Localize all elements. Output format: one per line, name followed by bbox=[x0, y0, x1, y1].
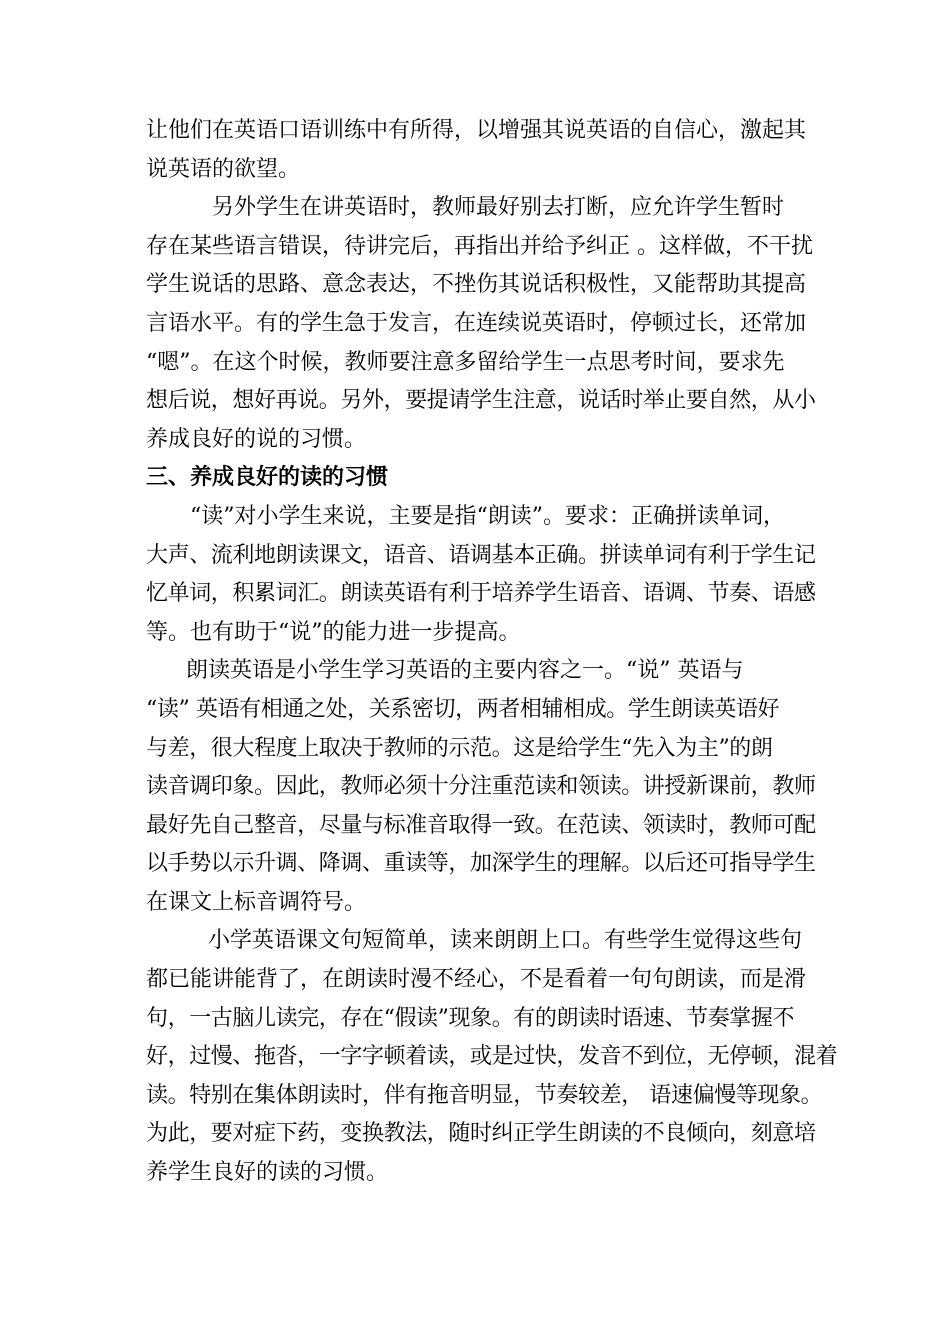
paragraph-line: 大声、流利地朗读课文，语音、语调基本正确。拼读单词有利于学生记 bbox=[146, 542, 816, 568]
paragraph-line: “读”对小学生来说，主要是指“朗读”。要求：正确拼读单词， bbox=[190, 503, 785, 529]
paragraph-line: 以手势以示升调、降调、重读等，加深学生的理解。以后还可指导学生 bbox=[146, 851, 816, 877]
paragraph-line: 最好先自己整音，尽量与标准音取得一致。在范读、领读时，教师可配 bbox=[146, 812, 816, 838]
paragraph-line: 想后说，想好再说。另外，要提请学生注意，说话时举止要自然，从小 bbox=[146, 388, 816, 414]
paragraph-line: 小学英语课文句短简单，读来朗朗上口。有些学生觉得这些句 bbox=[208, 928, 803, 954]
paragraph-line: 忆单词，积累词汇。朗读英语有利于培养学生语音、语调、节奏、语感 bbox=[146, 581, 816, 607]
paragraph-line: 在课文上标音调符号。 bbox=[146, 889, 367, 915]
paragraph-line: 为此，要对症下药，变换教法，随时纠正学生朗读的不良倾向，刻意培 bbox=[146, 1121, 816, 1147]
paragraph-line: 好，过慢、拖沓，一字字顿着读，或是过快，发音不到位，无停顿，混着 bbox=[146, 1044, 838, 1070]
paragraph-line: 另外学生在讲英语时，教师最好别去打断，应允许学生暂时 bbox=[212, 195, 785, 221]
paragraph-line: 都已能讲能背了，在朗读时漫不经心，不是看着一句句朗读，而是滑 bbox=[146, 967, 807, 993]
paragraph-line: 存在某些语言错误，待讲完后，再指出并给予纠正 。这样做，不干扰 bbox=[146, 233, 813, 259]
paragraph-line: 养成良好的说的习惯。 bbox=[146, 426, 367, 452]
paragraph-line: 等。也有助于“说”的能力进一步提高。 bbox=[146, 619, 521, 645]
paragraph-line: 与差，很大程度上取决于教师的示范。这是给学生“先入为主”的朗 bbox=[146, 735, 773, 761]
paragraph-line: 说英语的欲望。 bbox=[146, 156, 301, 182]
paragraph-line: 养学生良好的读的习惯。 bbox=[146, 1160, 389, 1186]
paragraph-line: 句，一古脑儿读完，存在“假读”现象。有的朗读时语速、节奏掌握不 bbox=[146, 1005, 795, 1031]
paragraph-line: 读。特别在集体朗读时，伴有拖音明显，节奏较差， 语速偏慢等现象。 bbox=[146, 1082, 823, 1108]
paragraph-line: 学生说话的思路、意念表达，不挫伤其说话积极性，又能帮助其提高 bbox=[146, 272, 807, 298]
paragraph-line: “读” 英语有相通之处，关系密切，两者相辅相成。学生朗读英语好 bbox=[146, 696, 780, 722]
paragraph-line: 言语水平。有的学生急于发言，在连续说英语时，停顿过长，还常加 bbox=[146, 310, 807, 336]
paragraph-line: 让他们在英语口语训练中有所得，以增强其说英语的自信心，激起其 bbox=[146, 118, 807, 143]
paragraph-line: 读音调印象。因此，教师必须十分注重范读和领读。讲授新课前，教师 bbox=[146, 774, 816, 800]
paragraph-line: 朗读英语是小学生学习英语的主要内容之一。“说” 英语与 bbox=[186, 658, 744, 684]
section-heading: 三、养成良好的读的习惯 bbox=[146, 465, 389, 491]
document-page bbox=[146, 112, 838, 1193]
paragraph-line: “嗯”。在这个时候，教师要注意多留给学生一点思考时间，要求先 bbox=[146, 349, 785, 375]
